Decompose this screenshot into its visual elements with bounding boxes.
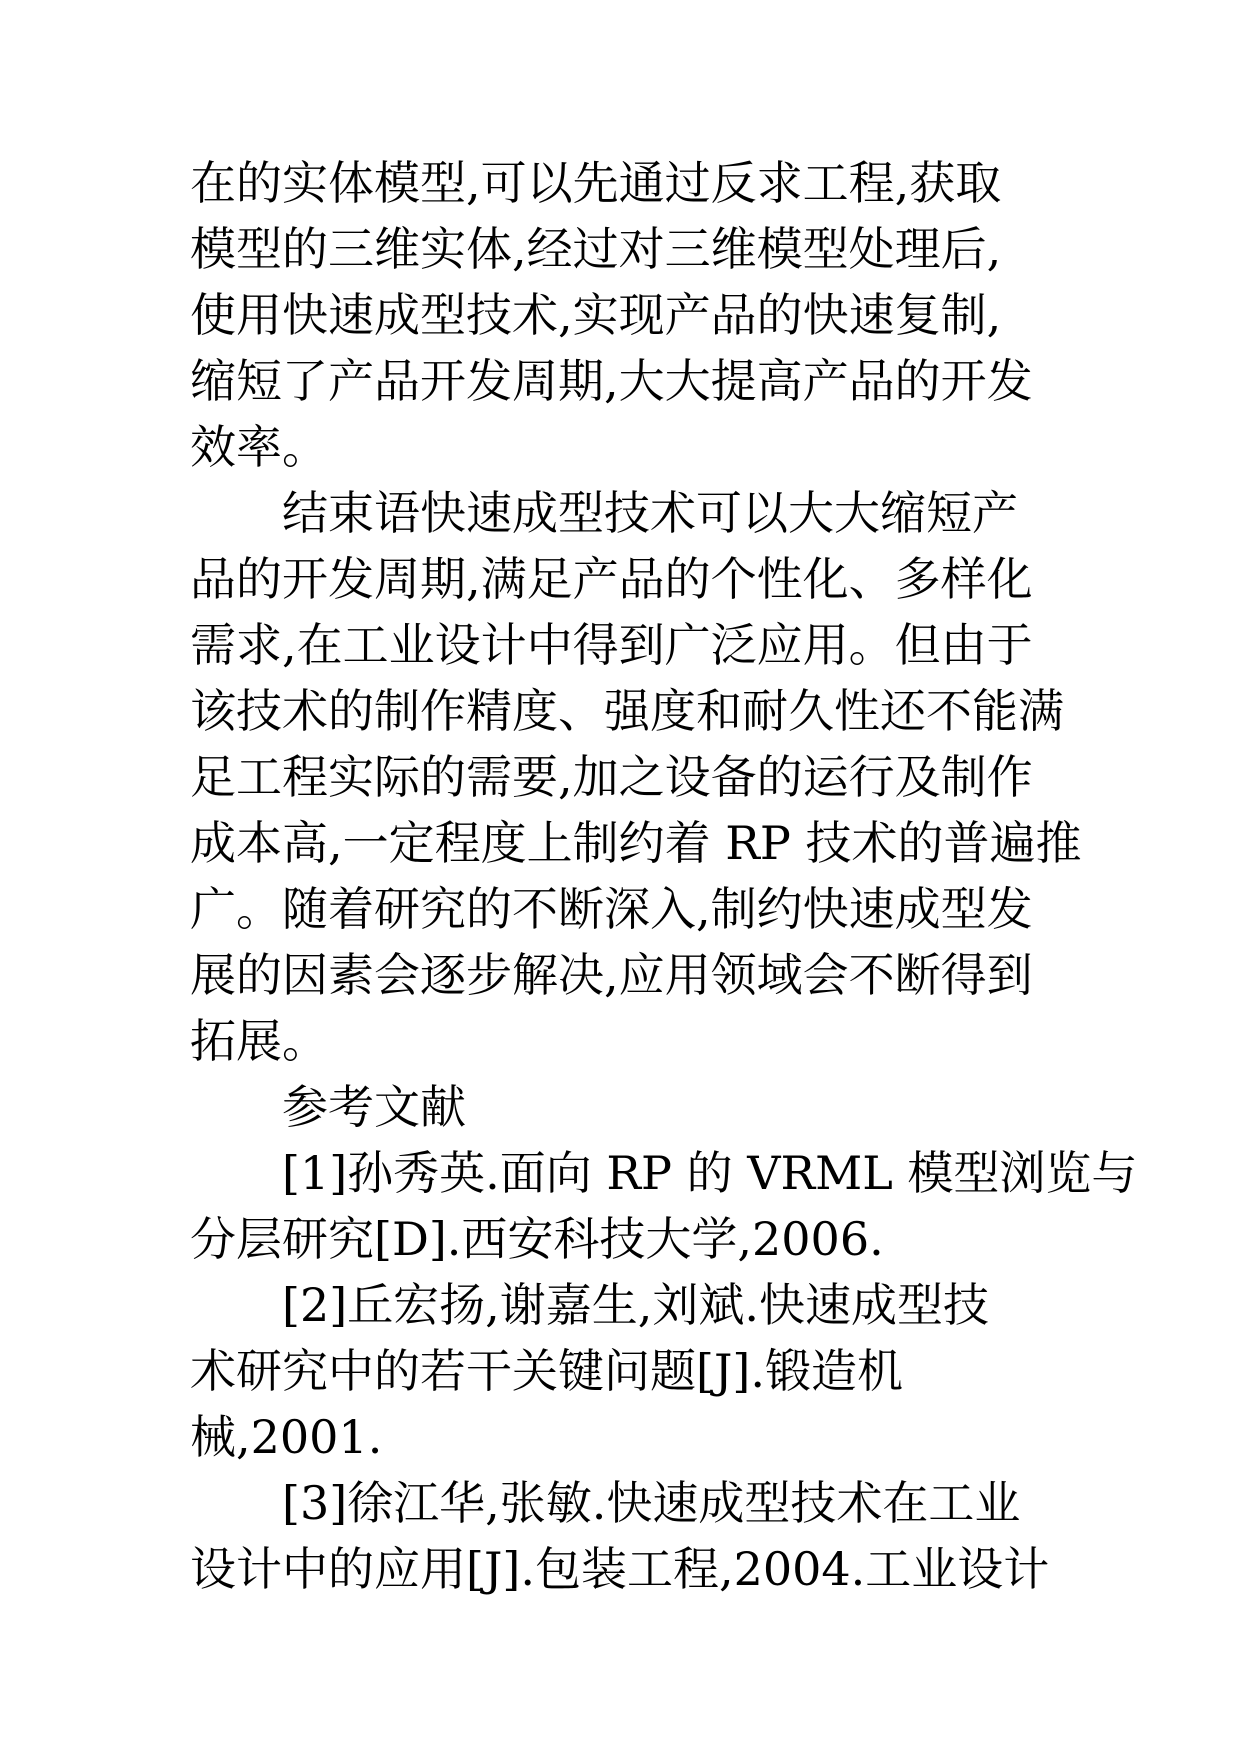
text-line: 设计中的应用[J].包装工程,2004.工业设计 bbox=[190, 1542, 1050, 1596]
text-line: 品的开发周期,满足产品的个性化、多样化 bbox=[190, 552, 1033, 606]
text-line: 拓展。 bbox=[190, 1014, 328, 1068]
text-line: 广。随着研究的不断深入,制约快速成型发 bbox=[190, 882, 1033, 936]
reference-item-1 bbox=[190, 1140, 1138, 1272]
text-line: 展的因素会逐步解决,应用领域会不断得到 bbox=[190, 948, 1033, 1002]
reference-item-2 bbox=[190, 1272, 1070, 1470]
text-line: 使用快速成型技术,实现产品的快速复制, bbox=[190, 288, 1002, 342]
text-line: [2]丘宏扬,谢嘉生,刘斌.快速成型技 bbox=[282, 1278, 990, 1332]
text-line: 分层研究[D].西安科技大学,2006. bbox=[190, 1212, 884, 1266]
text-line: 术研究中的若干关键问题[J].锻造机 bbox=[190, 1344, 903, 1398]
paragraph-2 bbox=[190, 480, 1082, 1074]
text-line: 模型的三维实体,经过对三维模型处理后, bbox=[190, 222, 1002, 276]
body-text bbox=[190, 150, 1138, 1602]
text-line: [3]徐江华,张敏.快速成型技术在工业 bbox=[282, 1476, 1021, 1530]
reference-item-3 bbox=[190, 1470, 1070, 1602]
text-line: 需求,在工业设计中得到广泛应用。但由于 bbox=[190, 618, 1033, 672]
text-line: 缩短了产品开发周期,大大提高产品的开发 bbox=[190, 354, 1033, 408]
text-line: 该技术的制作精度、强度和耐久性还不能满 bbox=[190, 684, 1064, 738]
text-line: 成本高,一定程度上制约着 RP 技术的普遍推 bbox=[190, 816, 1082, 870]
text-line: 效率。 bbox=[190, 420, 328, 474]
text-line: 结束语快速成型技术可以大大缩短产 bbox=[282, 486, 1018, 540]
text-line: 在的实体模型,可以先通过反求工程,获取 bbox=[190, 156, 1002, 210]
paragraph-1 bbox=[190, 150, 1070, 480]
text-line: 械,2001. bbox=[190, 1410, 383, 1464]
text-line: [1]孙秀英.面向 RP 的 VRML 模型浏览与 bbox=[282, 1146, 1138, 1200]
references-heading: 参考文献 bbox=[282, 1080, 466, 1134]
text-line: 足工程实际的需要,加之设备的运行及制作 bbox=[190, 750, 1033, 804]
